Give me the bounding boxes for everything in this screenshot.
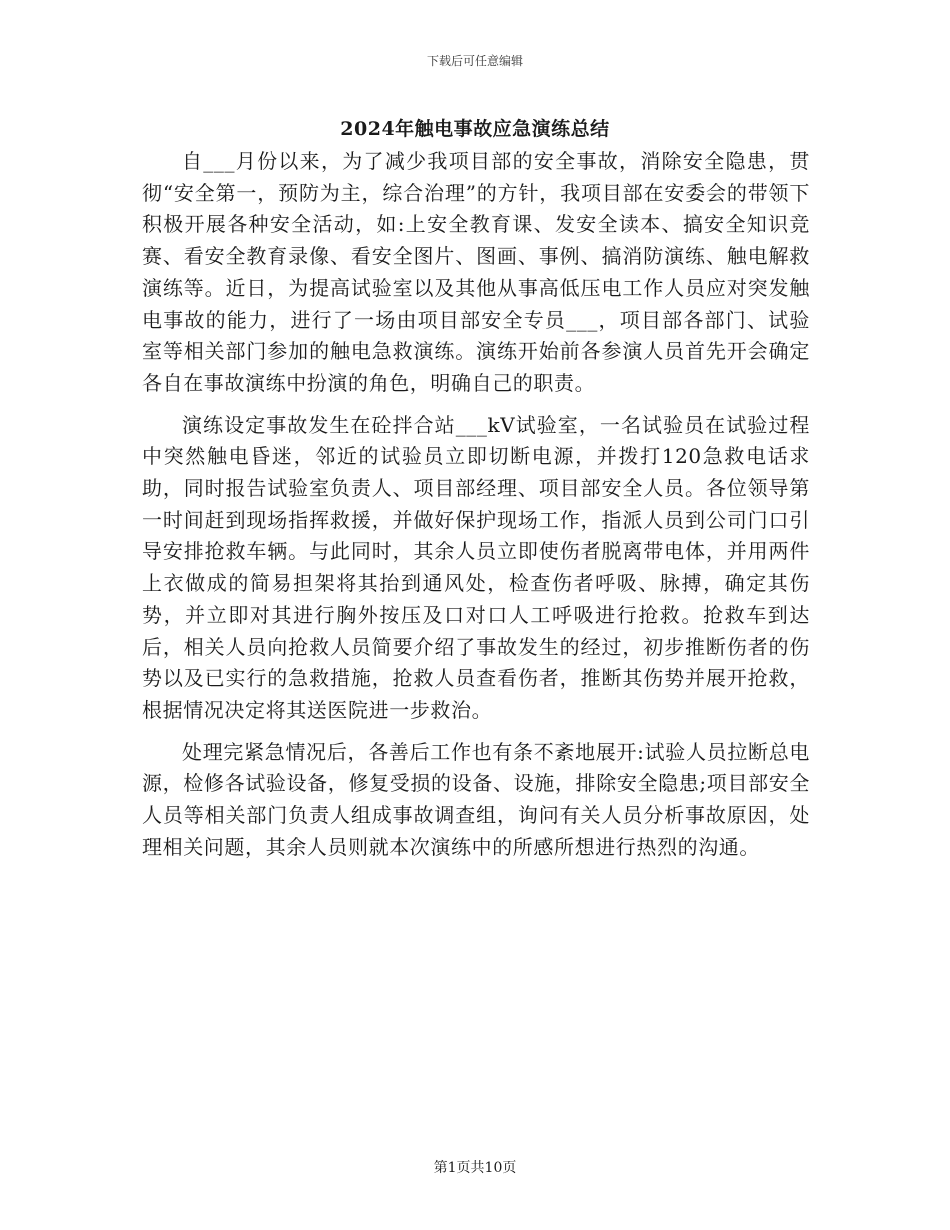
paragraph-3: 处理完紧急情况后，各善后工作也有条不紊地展开:试验人员拉断总电源，检修各试验设备，修复受损的设备、设施，排除安全隐患;项目部安全人员等相关部门负责人组成事故调查组，询问有关人员分析事故原因，处理相关问题，其余人员则就本次演练中的所感所想进行热烈的沟通。 xyxy=(142,739,810,859)
paragraph-2: 演练设定事故发生在砼拌合站___kV试验室，一名试验员在试验过程中突然触电昏迷，邻近的试验员立即切断电源，并拨打120急救电话求助，同时报告试验室负责人、项目部经理、项目部安全人员。各位领导第一时间赶到现场指挥救援，并做好保护现场工作，指派人员到公司门口引导安排抢救车辆。与此同时，其余人员立即使伤者脱离带电体，并用两件上衣做成的简易担架将其抬到通风处，检查伤者呼吸、脉搏，确定其伤势，并立即对其进行胸外按压及口对口人工呼吸进行抢救。抢救车到达后，相关人员向抢救人员简要介绍了事故发生的经过，初步推断伤者的伤势以及已实行的急救措施，抢救人员查看伤者，推断其伤势并展开抢救，根据情况决定将其送医院进一步救治。 xyxy=(142,412,810,722)
paragraph-1: 自___月份以来，为了减少我项目部的安全事故，消除安全隐患，贯彻“安全第一，预防为主，综合治理”的方针，我项目部在安委会的带领下积极开展各种安全活动，如:上安全教育课、发安全读本、搞安全知识竞赛、看安全教育录像、看安全图片、图画、事例、搞消防演练、触电解救演练等。近日，为提高试验室以及其他从事高低压电工作人员应对突发触电事故的能力，进行了一场由项目部安全专员___，项目部各部门、试验室等相关部门参加的触电急救演练。演练开始前各参演人员首先开会确定各自在事故演练中扮演的角色，明确自己的职责。 xyxy=(142,149,810,395)
header-note: 下载后可任意编辑 xyxy=(426,54,523,68)
document-body xyxy=(142,146,810,873)
document-title: 2024年触电事故应急演练总结 xyxy=(340,118,610,140)
page-number: 第1页共10页 xyxy=(433,1160,517,1176)
